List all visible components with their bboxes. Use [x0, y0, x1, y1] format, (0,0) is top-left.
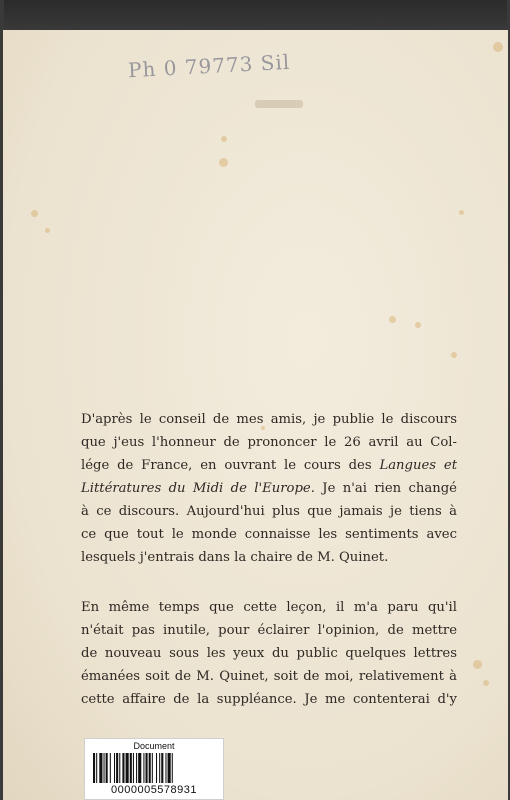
text-line: émanées soit de M. Quinet, soit de moi, relativement à	[81, 669, 457, 684]
barcode-bar	[156, 753, 157, 783]
text-line: lesquels j'entrais dans la chaire de M. Quinet.	[81, 550, 389, 565]
paragraph-letters	[81, 596, 457, 711]
barcode-bar	[110, 753, 111, 783]
barcode-bar	[172, 753, 173, 783]
foxing-spot	[221, 136, 227, 142]
text-line: que j'eus l'honneur de prononcer le 26 avril au Col-	[81, 435, 457, 450]
barcode-bar	[126, 753, 129, 783]
italic-course-title: Langues et	[379, 458, 457, 473]
text-line	[81, 454, 457, 477]
barcode-bar	[138, 753, 141, 783]
barcode-bar	[146, 753, 148, 783]
barcode-bar	[159, 753, 160, 783]
foxing-spot	[31, 210, 38, 217]
barcode-bar	[119, 753, 120, 783]
barcode-bar	[152, 753, 153, 783]
text-line: En même temps que cette leçon, il m'a paru qu'il	[81, 600, 457, 615]
barcode-bar	[93, 753, 95, 783]
foxing-spot	[415, 322, 421, 328]
text-fragment: lége de France, en ouvrant le cours des	[81, 458, 380, 473]
barcode-bar	[168, 753, 171, 783]
barcode-bar	[136, 753, 137, 783]
text-line: n'était pas inutile, pour éclairer l'opinion, de mettre	[81, 623, 457, 638]
foxing-spot	[493, 42, 503, 52]
foxing-spot	[389, 316, 396, 323]
foxing-spot	[451, 352, 457, 358]
barcode-bar	[149, 753, 151, 783]
barcode-bar	[133, 753, 134, 783]
foxing-spot	[483, 680, 489, 686]
barcode-icon	[93, 753, 217, 783]
barcode-bar	[143, 753, 144, 783]
foxing-spot	[473, 660, 482, 669]
barcode-bar	[104, 753, 105, 783]
text-line: de nouveau sous les yeux du public quelques lettres	[81, 646, 457, 661]
text-line: cette affaire de la suppléance. Je me contenterai d'y	[81, 692, 457, 707]
text-line	[81, 477, 457, 500]
barcode-bar	[116, 753, 118, 783]
barcode-bar	[106, 753, 108, 783]
barcode-bar	[99, 753, 102, 783]
barcode-bar	[114, 753, 115, 783]
barcode-title: Document	[133, 741, 175, 751]
text-line: D'après le conseil de mes amis, je publie le discours	[81, 412, 457, 427]
barcode-bar	[165, 753, 166, 783]
barcode-number: 0000005578931	[110, 784, 198, 796]
foxing-spot	[45, 228, 50, 233]
text-line: ce que tout le monde connaisse les sentiments avec	[81, 527, 457, 542]
barcode-bar	[122, 753, 124, 783]
text-line: à ce discours. Aujourd'hui plus que jamais je tiens à	[81, 504, 457, 519]
barcode-label	[84, 738, 224, 800]
barcode-bar	[161, 753, 163, 783]
foxing-spot	[459, 210, 464, 215]
paragraph-preface	[81, 408, 457, 569]
faded-stamp	[255, 100, 303, 108]
italic-course-title-cont: Littératures du Midi de l'Europe	[81, 481, 311, 496]
text-fragment: . Je n'ai rien changé	[310, 481, 457, 496]
scan-top-border	[0, 0, 510, 32]
library-shelfmark: Ph 0 79773 Sil	[127, 49, 291, 83]
barcode-bar	[96, 753, 97, 783]
barcode-bar	[130, 753, 132, 783]
foxing-spot	[219, 158, 228, 167]
